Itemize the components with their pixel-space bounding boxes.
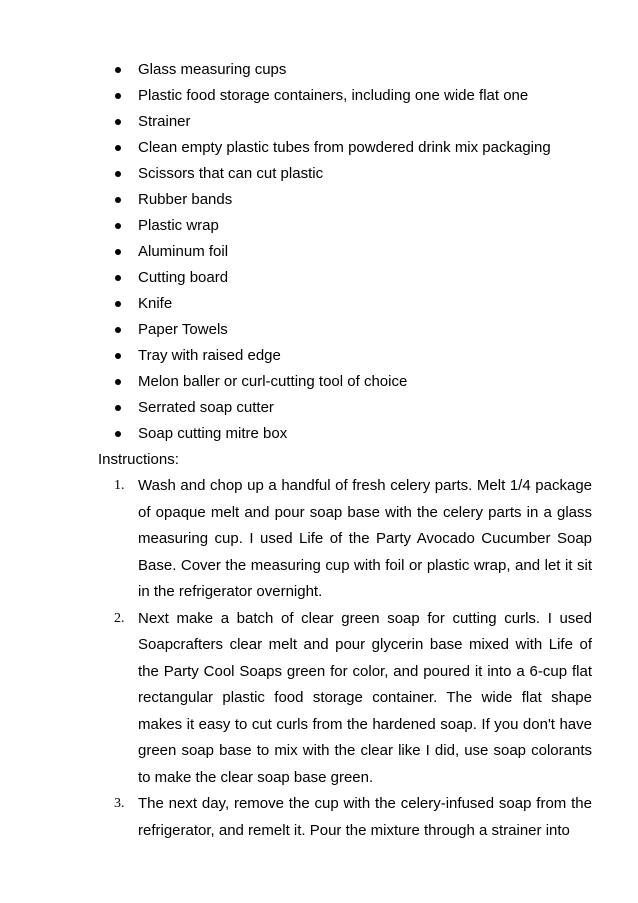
list-item — [115, 343, 595, 369]
instructions-heading: Instructions: — [98, 451, 179, 468]
list-item — [115, 369, 595, 395]
bullet-icon — [115, 197, 121, 203]
list-item-text: Melon baller or curl-cutting tool of choice — [138, 373, 408, 390]
list-item — [115, 187, 595, 213]
list-item — [115, 317, 595, 343]
list-item-text: Aluminum foil — [138, 243, 229, 260]
step-number: 3. — [114, 796, 125, 811]
step-number: 1. — [114, 478, 125, 493]
list-item-text: Cutting board — [138, 269, 229, 286]
list-item-text: Scissors that can cut plastic — [138, 165, 324, 182]
instruction-step — [98, 473, 592, 606]
bullet-icon — [115, 353, 121, 359]
list-item-text: Plastic wrap — [138, 217, 219, 234]
list-item-text: Strainer — [138, 113, 191, 130]
list-item-text: Paper Towels — [138, 321, 228, 338]
list-item — [115, 57, 595, 83]
list-item-text: Plastic food storage containers, including one wide flat one — [138, 87, 529, 104]
bullet-icon — [115, 301, 121, 307]
step-text: Wash and chop up a handful of fresh celery parts. Melt 1/4 package of opaque melt and pour soap base with the celery parts in a glass measuring cup. I used Life of the Party Avocado Cucumber Soap Base. Cover the measuring cup with foil or plastic wrap, and let it sit in the refrigerator overnight. — [138, 477, 592, 600]
list-item — [115, 239, 595, 265]
list-item-text: Clean empty plastic tubes from powdered drink mix packaging — [138, 139, 551, 156]
list-item-text: Rubber bands — [138, 191, 233, 208]
bullet-icon — [115, 171, 121, 177]
instruction-step — [98, 791, 592, 844]
step-text: The next day, remove the cup with the celery-infused soap from the refrigerator, and remelt it. Pour the mixture through a strainer into — [138, 795, 592, 839]
bullet-icon — [115, 223, 121, 229]
materials-list — [115, 57, 595, 447]
list-item-text: Tray with raised edge — [138, 347, 281, 364]
list-item-text: Serrated soap cutter — [138, 399, 274, 416]
list-item — [115, 161, 595, 187]
list-item-text: Soap cutting mitre box — [138, 425, 288, 442]
step-text: Next make a batch of clear green soap for cutting curls. I used Soapcrafters clear melt and pour glycerin base mixed with Life of the Party Cool Soaps green for color, and poured it into a 6-cup flat rectangular plastic food storage container. The wide flat shape makes it easy to cut curls from the hardened soap. If you don't have green soap base to mix with the clear like I did, use soap colorants to make the clear soap base green. — [138, 609, 592, 786]
list-item — [115, 213, 595, 239]
bullet-icon — [115, 405, 121, 411]
list-item-text: Glass measuring cups — [138, 61, 287, 78]
list-item-text: Knife — [138, 295, 173, 312]
list-item — [115, 265, 595, 291]
list-item — [115, 395, 595, 421]
instructions-list — [98, 473, 592, 844]
bullet-icon — [115, 93, 121, 99]
list-item — [115, 421, 595, 447]
bullet-icon — [115, 431, 121, 437]
bullet-icon — [115, 67, 121, 73]
list-item — [115, 135, 595, 161]
list-item — [115, 291, 595, 317]
list-item — [115, 109, 595, 135]
bullet-icon — [115, 275, 121, 281]
bullet-icon — [115, 379, 121, 385]
bullet-icon — [115, 249, 121, 255]
step-number: 2. — [114, 610, 125, 626]
list-item — [115, 83, 595, 109]
bullet-icon — [115, 119, 121, 125]
instruction-step — [98, 606, 592, 792]
bullet-icon — [115, 145, 121, 151]
bullet-icon — [115, 327, 121, 333]
